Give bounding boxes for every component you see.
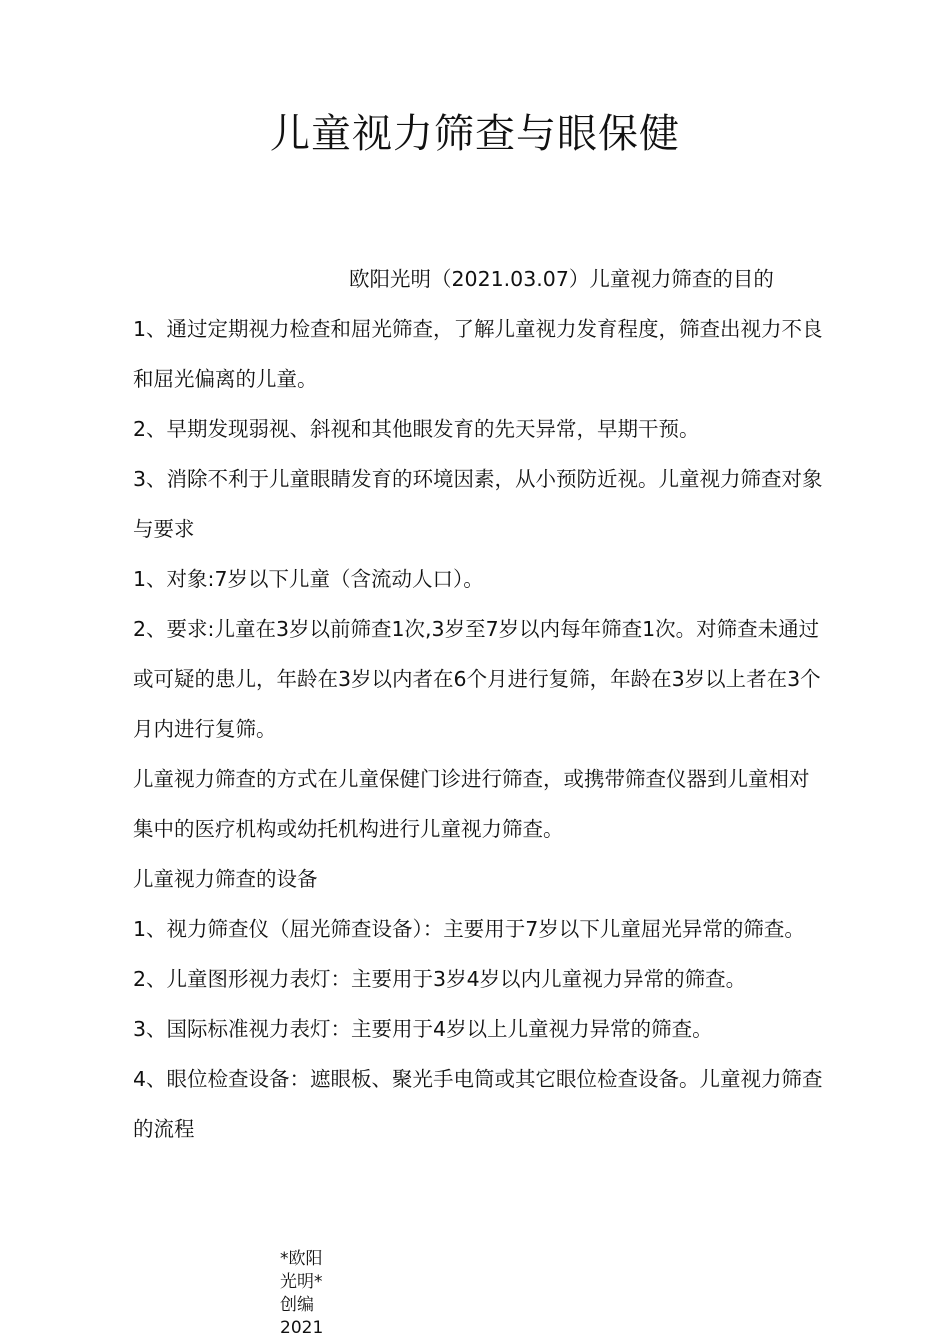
paragraph-purpose-1: 1、通过定期视力检查和屈光筛查，了解儿童视力发育程度，筛查出视力不良和屈光偏离的儿童。 bbox=[133, 317, 823, 391]
paragraph-purpose-2: 2、早期发现弱视、斜视和其他眼发育的先天异常，早期干预。 bbox=[133, 417, 700, 441]
author-footnote: *欧阳光明*创编2021 bbox=[280, 1249, 324, 1338]
paragraph-target-1: 1、对象:7岁以下儿童（含流动人口）。 bbox=[133, 567, 484, 591]
document-body bbox=[133, 254, 823, 1154]
paragraph-purpose-3: 3、消除不利于儿童眼睛发育的环境因素，从小预防近视。儿童视力筛查对象与要求 bbox=[133, 467, 823, 541]
document-title: 儿童视力筛查与眼保健 bbox=[270, 111, 680, 157]
paragraph-equipment-3: 3、国际标准视力表灯：主要用于4岁以上儿童视力异常的筛查。 bbox=[133, 1017, 713, 1041]
paragraph-equipment-1: 1、视力筛查仪（屈光筛查设备）：主要用于7岁以下儿童屈光异常的筛查。 bbox=[133, 917, 805, 941]
paragraph-equipment-2: 2、儿童图形视力表灯：主要用于3岁4岁以内儿童视力异常的筛查。 bbox=[133, 967, 747, 991]
paragraph-method: 儿童视力筛查的方式在儿童保健门诊进行筛查，或携带筛查仪器到儿童相对集中的医疗机构或幼托机构进行儿童视力筛查。 bbox=[133, 767, 810, 841]
section-heading-equipment: 儿童视力筛查的设备 bbox=[133, 867, 318, 891]
paragraph-equipment-4: 4、眼位检查设备：遮眼板、聚光手电筒或其它眼位检查设备。儿童视力筛查的流程 bbox=[133, 1067, 823, 1141]
paragraph-target-2: 2、要求:儿童在3岁以前筛查1次,3岁至7岁以内每年筛查1次。对筛查未通过或可疑的患儿，年龄在3岁以内者在6个月进行复筛，年龄在3岁以上者在3个月内进行复筛。 bbox=[133, 617, 821, 741]
author-line: 欧阳光明（2021.03.07）儿童视力筛查的目的 bbox=[349, 267, 774, 291]
